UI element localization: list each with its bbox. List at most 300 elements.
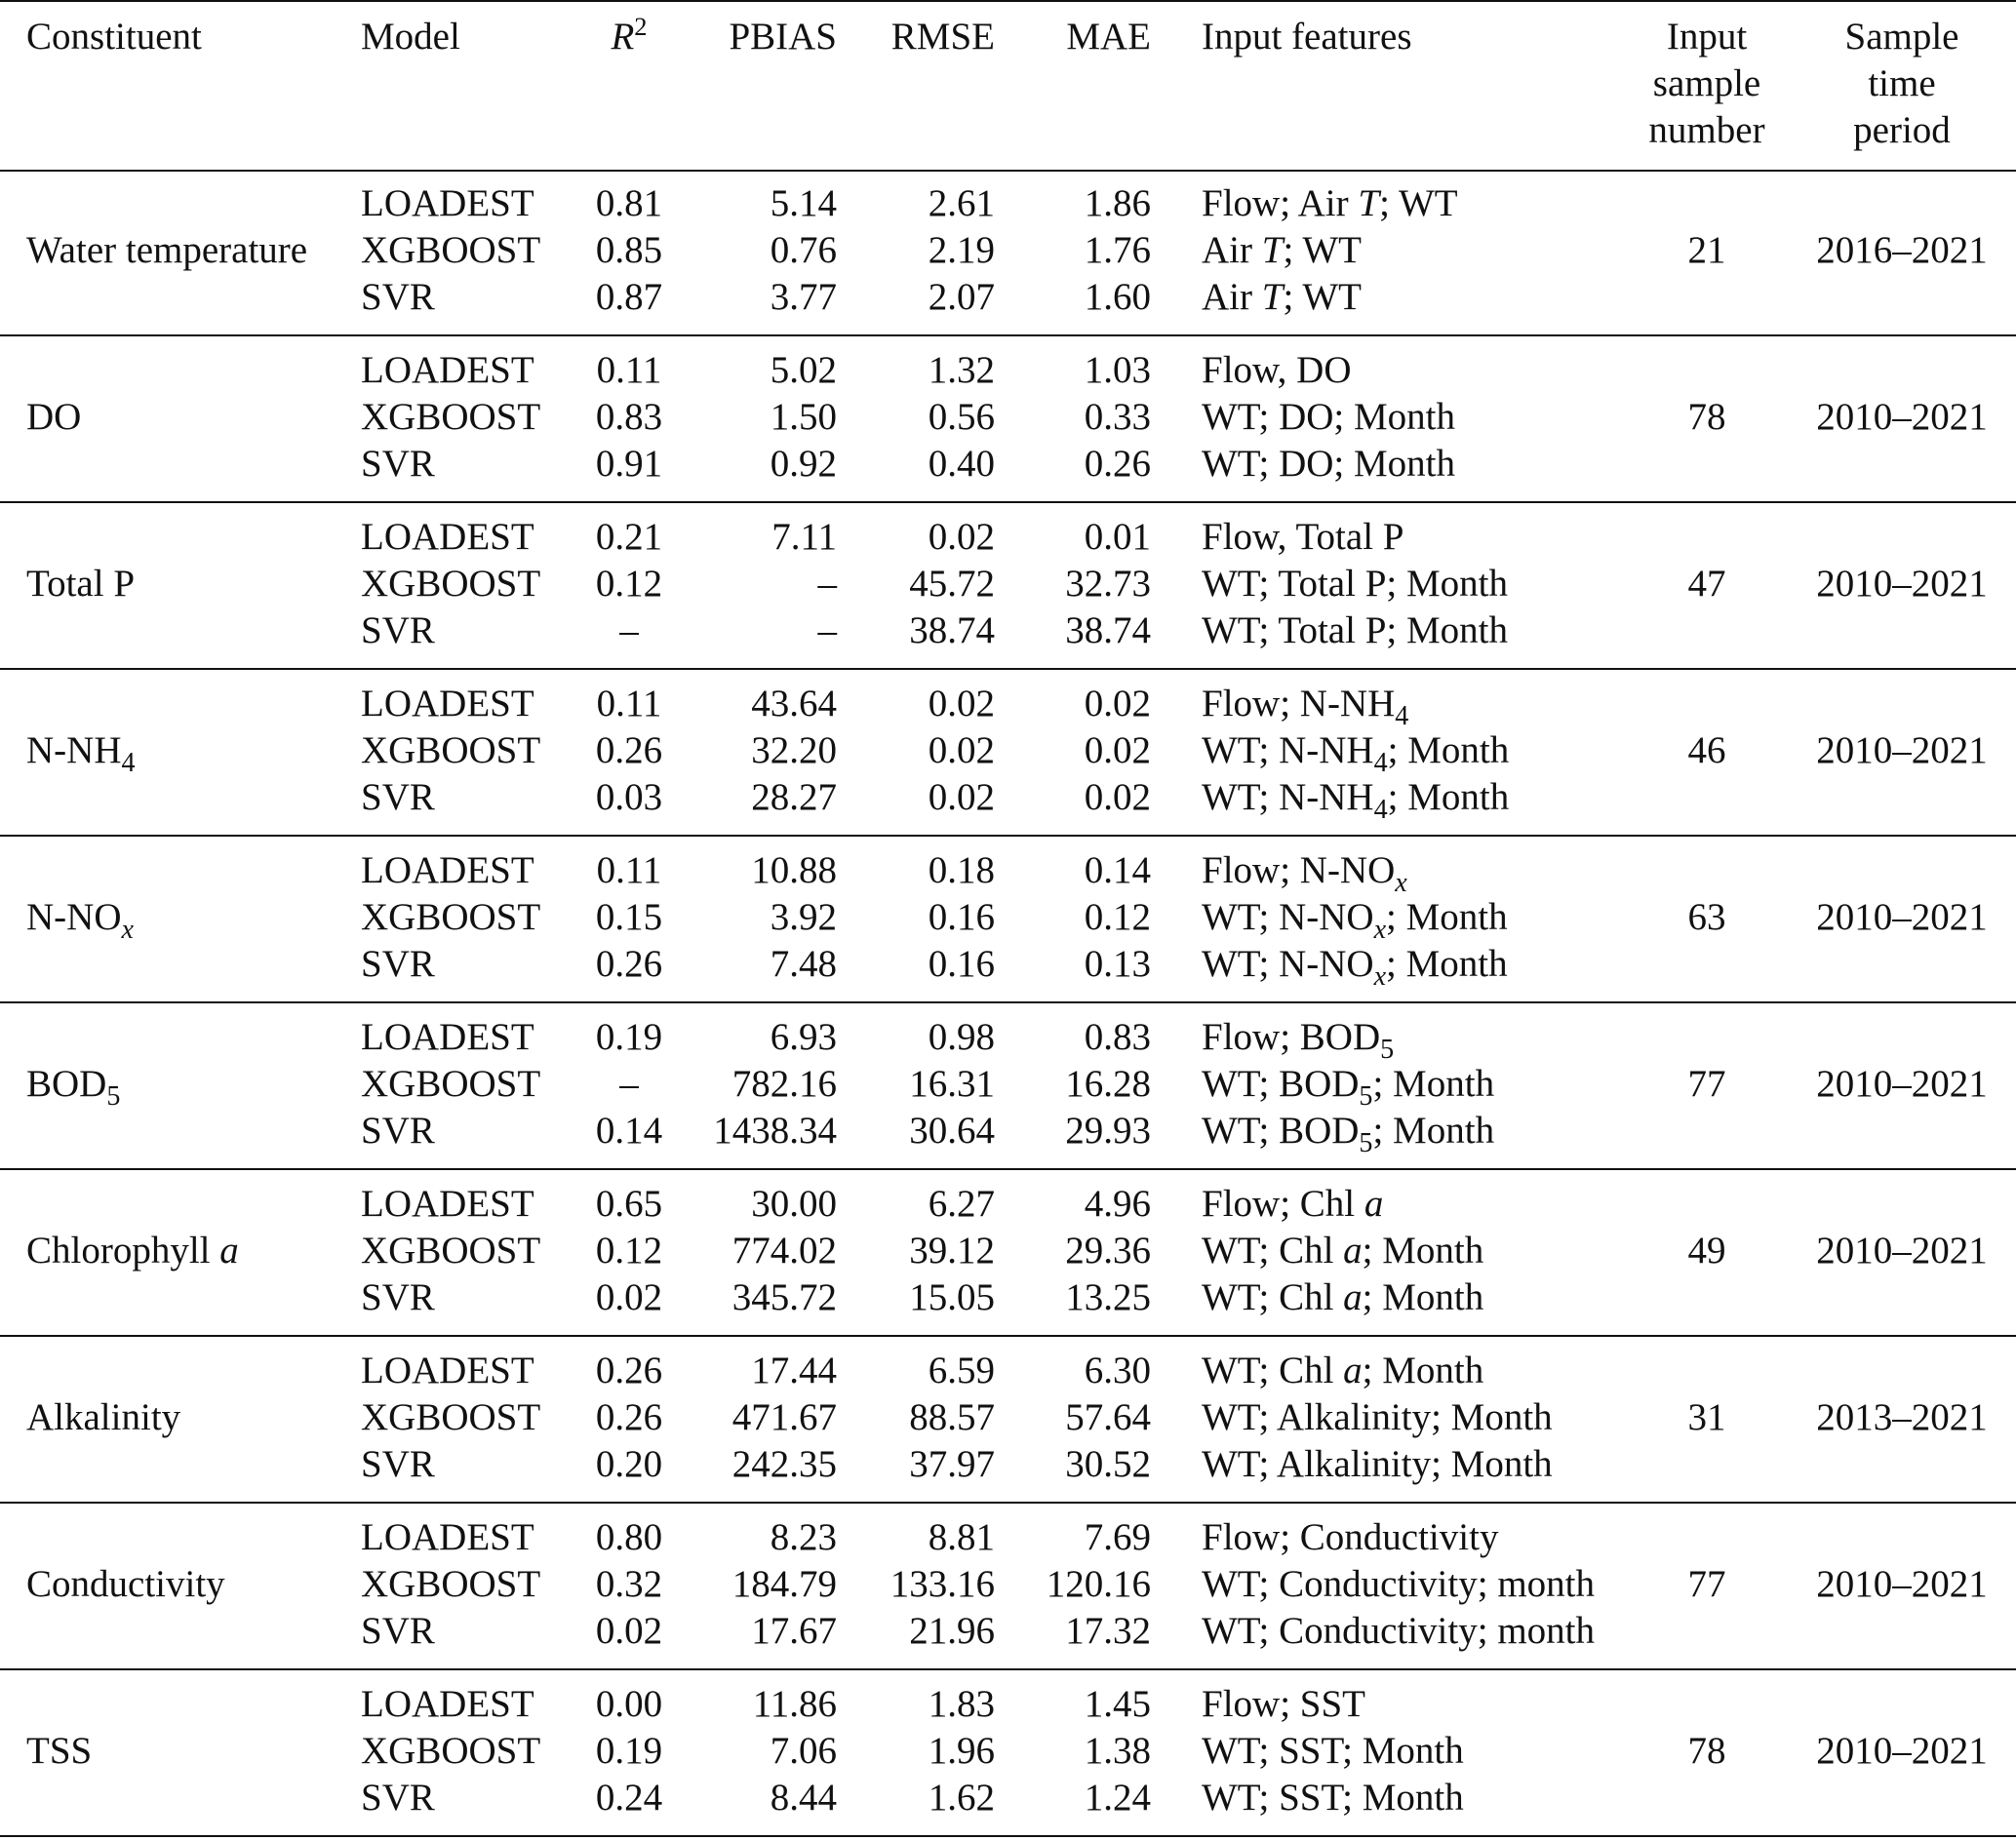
feature-subscript: 4 — [1373, 794, 1388, 825]
pbias-value: 8.44 — [770, 1777, 837, 1819]
mae-value: 57.64 — [1065, 1396, 1151, 1438]
r2-value: 0.12 — [595, 1230, 663, 1272]
model-name: XGBOOST — [361, 896, 541, 938]
input-features — [1202, 1108, 1495, 1158]
sample-time-period: 2013–2021 — [1816, 1396, 1988, 1438]
rmse-value: 15.05 — [909, 1276, 995, 1318]
feature-subscript: 4 — [1373, 747, 1388, 778]
input-sample-number: 77 — [1687, 1063, 1726, 1105]
pbias-value: 471.67 — [731, 1396, 837, 1438]
feature-text: ; Month — [1386, 943, 1508, 985]
feature-text: Flow; Air — [1202, 182, 1359, 224]
model-name: XGBOOST — [361, 729, 541, 771]
pbias-value: 345.72 — [731, 1276, 837, 1318]
model-name: LOADEST — [361, 516, 534, 558]
pbias-value: 3.77 — [770, 276, 837, 318]
mae-value: 29.93 — [1065, 1110, 1151, 1152]
rmse-value: 0.98 — [928, 1016, 995, 1058]
header-constituent: Constituent — [26, 16, 202, 58]
group-divider-rule — [0, 334, 2016, 336]
pbias-value: 1.50 — [770, 396, 837, 438]
model-name: LOADEST — [361, 849, 534, 891]
group-divider-rule — [0, 1835, 2016, 1837]
model-name: XGBOOST — [361, 1563, 541, 1605]
sample-time-period: 2010–2021 — [1816, 1230, 1988, 1272]
rmse-value: 0.40 — [928, 443, 995, 485]
model-name: LOADEST — [361, 1516, 534, 1558]
constituent-name — [26, 894, 134, 945]
input-features — [1202, 1061, 1495, 1112]
input-features — [1202, 1228, 1483, 1274]
constituent-subscript: 4 — [121, 747, 136, 778]
sample-time-period: 2010–2021 — [1816, 396, 1988, 438]
pbias-value: 184.79 — [731, 1563, 837, 1605]
feature-text: WT; DO; Month — [1202, 443, 1455, 485]
feature-italic-symbol: a — [1343, 1276, 1363, 1318]
input-features — [1202, 1681, 1365, 1728]
model-name: SVR — [361, 1443, 435, 1485]
input-features — [1202, 394, 1455, 441]
mae-value: 0.83 — [1084, 1016, 1151, 1058]
input-features — [1202, 847, 1407, 898]
pbias-value: 28.27 — [751, 776, 837, 818]
model-name: SVR — [361, 1110, 435, 1152]
input-features — [1202, 441, 1455, 488]
constituent-text: Conductivity — [26, 1563, 225, 1605]
feature-text: WT; SST; Month — [1202, 1777, 1464, 1819]
feature-text: WT; N-NO — [1202, 943, 1374, 985]
input-features — [1202, 1441, 1553, 1488]
input-features — [1202, 180, 1458, 227]
input-features — [1202, 941, 1508, 992]
pbias-value: 7.11 — [771, 516, 837, 558]
input-features — [1202, 1274, 1483, 1321]
input-sample-number: 21 — [1687, 229, 1726, 271]
feature-text: ; Month — [1362, 1276, 1484, 1318]
mae-value: 16.28 — [1065, 1063, 1151, 1105]
r2-value: 0.32 — [595, 1563, 663, 1605]
constituent-text: N-NH — [26, 729, 122, 771]
pbias-value: 11.86 — [752, 1683, 837, 1725]
r2-value: 0.19 — [595, 1730, 663, 1772]
rmse-value: 88.57 — [909, 1396, 995, 1438]
header-input-features: Input features — [1202, 16, 1412, 58]
model-name: SVR — [361, 276, 435, 318]
mae-value: 38.74 — [1065, 609, 1151, 651]
rmse-value: 2.61 — [928, 182, 995, 224]
feature-text: WT; N-NH — [1202, 729, 1374, 771]
input-sample-number: 46 — [1687, 729, 1726, 771]
rmse-value: 1.96 — [928, 1730, 995, 1772]
mae-value: 29.36 — [1065, 1230, 1151, 1272]
mae-value: 0.12 — [1084, 896, 1151, 938]
rmse-value: 45.72 — [909, 563, 995, 605]
rmse-value: 39.12 — [909, 1230, 995, 1272]
pbias-value: 0.92 — [770, 443, 837, 485]
rmse-value: 6.27 — [928, 1183, 995, 1225]
mae-value: 1.45 — [1084, 1683, 1151, 1725]
group-divider-rule — [0, 835, 2016, 837]
mae-value: 17.32 — [1065, 1610, 1151, 1652]
r2-value: 0.26 — [595, 943, 663, 985]
r2-value: 0.83 — [595, 396, 663, 438]
header-model: Model — [361, 16, 460, 58]
constituent-subscript: x — [121, 914, 134, 945]
input-sample-number: 63 — [1687, 896, 1726, 938]
pbias-value: 32.20 — [751, 729, 837, 771]
r2-value: 0.81 — [595, 182, 663, 224]
feature-text: WT; DO; Month — [1202, 396, 1455, 438]
model-name: SVR — [361, 1610, 435, 1652]
input-features — [1202, 1775, 1464, 1821]
feature-text: ; WT — [1283, 229, 1362, 271]
pbias-value: 43.64 — [751, 683, 837, 724]
input-features — [1202, 1394, 1553, 1441]
feature-text: Flow; N-NH — [1202, 683, 1396, 724]
constituent-name — [26, 1561, 225, 1608]
r2-value: 0.87 — [595, 276, 663, 318]
input-features — [1202, 1181, 1383, 1228]
r2-value: 0.11 — [596, 849, 662, 891]
sample-time-period: 2010–2021 — [1816, 563, 1988, 605]
input-features — [1202, 1608, 1595, 1655]
feature-text: Flow; Conductivity — [1202, 1516, 1499, 1558]
constituent-text: DO — [26, 396, 82, 438]
input-features — [1202, 514, 1403, 561]
constituent-text: Total P — [26, 563, 136, 605]
feature-text: WT; BOD — [1202, 1110, 1360, 1152]
pbias-value: 5.14 — [770, 182, 837, 224]
constituent-text: Alkalinity — [26, 1396, 181, 1438]
feature-text: ; Month — [1386, 896, 1508, 938]
constituent-name — [26, 561, 135, 607]
r2-value: 0.80 — [595, 1516, 663, 1558]
rmse-value: 0.16 — [928, 896, 995, 938]
feature-text: WT; SST; Month — [1202, 1730, 1464, 1772]
model-name: LOADEST — [361, 182, 534, 224]
pbias-value: 7.06 — [770, 1730, 837, 1772]
feature-subscript: 5 — [1359, 1127, 1373, 1158]
constituent-text: Chlorophyll — [26, 1230, 220, 1272]
model-name: XGBOOST — [361, 1230, 541, 1272]
rmse-value: 16.31 — [909, 1063, 995, 1105]
feature-text: ; Month — [1362, 1230, 1484, 1272]
rmse-value: 1.62 — [928, 1777, 995, 1819]
r2-value: 0.02 — [595, 1276, 663, 1318]
input-features — [1202, 774, 1510, 825]
mae-value: 1.24 — [1084, 1777, 1151, 1819]
r2-value: 0.11 — [596, 683, 662, 724]
feature-text: Flow; SST — [1202, 1683, 1365, 1725]
feature-text: Flow, Total P — [1202, 516, 1404, 558]
r-exponent: 2 — [634, 12, 648, 41]
model-name: XGBOOST — [361, 396, 541, 438]
feature-text: WT; Chl — [1202, 1230, 1344, 1272]
input-sample-number: 78 — [1687, 1730, 1726, 1772]
feature-text: WT; BOD — [1202, 1063, 1360, 1105]
rmse-value: 30.64 — [909, 1110, 995, 1152]
rmse-value: 133.16 — [889, 1563, 995, 1605]
feature-text: ; WT — [1283, 276, 1362, 318]
r2-value: 0.24 — [595, 1777, 663, 1819]
r2-value: 0.03 — [595, 776, 663, 818]
constituent-text: N-NO — [26, 896, 122, 938]
rmse-value: 0.16 — [928, 943, 995, 985]
r2-value: 0.11 — [596, 349, 662, 391]
feature-text: ; Month — [1387, 776, 1510, 818]
sample-time-period: 2010–2021 — [1816, 729, 1988, 771]
input-features — [1202, 681, 1409, 731]
mae-value: 0.01 — [1084, 516, 1151, 558]
model-name: LOADEST — [361, 683, 534, 724]
mae-value: 32.73 — [1065, 563, 1151, 605]
model-name: SVR — [361, 943, 435, 985]
mae-value: 4.96 — [1084, 1183, 1151, 1225]
r2-value: 0.12 — [595, 563, 663, 605]
constituent-text: TSS — [26, 1730, 93, 1772]
group-divider-rule — [0, 1668, 2016, 1670]
constituent-name — [26, 227, 307, 274]
model-name: XGBOOST — [361, 1396, 541, 1438]
feature-text: WT; Alkalinity; Month — [1202, 1443, 1553, 1485]
pbias-value: – — [817, 609, 837, 651]
input-features — [1202, 607, 1508, 654]
group-divider-rule — [0, 1335, 2016, 1337]
mae-value: 7.69 — [1084, 1516, 1151, 1558]
rmse-value: 0.02 — [928, 683, 995, 724]
feature-italic-symbol: T — [1261, 276, 1284, 318]
rmse-value: 8.81 — [928, 1516, 995, 1558]
r2-value: 0.26 — [595, 1396, 663, 1438]
constituent-text: Water temperature — [26, 229, 308, 271]
model-name: SVR — [361, 443, 435, 485]
constituent-subscript: 5 — [106, 1080, 121, 1112]
model-name: SVR — [361, 776, 435, 818]
pbias-value: 17.44 — [751, 1350, 837, 1391]
feature-subscript: 5 — [1359, 1080, 1373, 1112]
feature-text: WT; Chl — [1202, 1350, 1344, 1391]
feature-italic-symbol: a — [1343, 1350, 1363, 1391]
feature-text: WT; N-NH — [1202, 776, 1374, 818]
r2-value: 0.26 — [595, 729, 663, 771]
input-features — [1202, 347, 1352, 394]
r-symbol: R — [611, 16, 635, 58]
feature-text: Flow; Chl — [1202, 1183, 1364, 1225]
input-sample-number: 47 — [1687, 563, 1726, 605]
header-sample-time-period: Sample time period — [1844, 16, 1959, 151]
model-name: XGBOOST — [361, 563, 541, 605]
feature-text: Air — [1202, 229, 1262, 271]
mae-value: 0.02 — [1084, 776, 1151, 818]
mae-value: 0.26 — [1084, 443, 1151, 485]
sample-time-period: 2016–2021 — [1816, 229, 1988, 271]
input-sample-number: 78 — [1687, 396, 1726, 438]
feature-subscript: x — [1395, 867, 1407, 898]
pbias-value: 3.92 — [770, 896, 837, 938]
rmse-value: 0.02 — [928, 776, 995, 818]
feature-text: Flow; N-NO — [1202, 849, 1396, 891]
feature-text: Flow, DO — [1202, 349, 1352, 391]
rmse-value: 1.32 — [928, 349, 995, 391]
constituent-name — [26, 1394, 180, 1441]
r2-value: 0.91 — [595, 443, 663, 485]
input-sample-number: 77 — [1687, 1563, 1726, 1605]
rmse-value: 6.59 — [928, 1350, 995, 1391]
feature-subscript: 4 — [1395, 700, 1409, 731]
header-rmse: RMSE — [890, 16, 995, 58]
model-name: XGBOOST — [361, 1063, 541, 1105]
feature-text: ; Month — [1387, 729, 1510, 771]
table-top-rule — [0, 0, 2016, 2]
feature-text: WT; N-NO — [1202, 896, 1374, 938]
feature-italic-symbol: T — [1358, 182, 1380, 224]
model-name: LOADEST — [361, 1183, 534, 1225]
mae-value: 30.52 — [1065, 1443, 1151, 1485]
feature-italic-symbol: a — [1343, 1230, 1363, 1272]
mae-value: 1.03 — [1084, 349, 1151, 391]
mae-value: 1.76 — [1084, 229, 1151, 271]
header-input-sample-number: Input sample number — [1648, 16, 1765, 151]
rmse-value: 1.83 — [928, 1683, 995, 1725]
r2-value: – — [619, 609, 639, 651]
input-features — [1202, 1348, 1483, 1394]
r2-value: 0.65 — [595, 1183, 663, 1225]
constituent-name — [26, 1061, 121, 1112]
header-pbias: PBIAS — [729, 16, 837, 58]
pbias-value: 30.00 — [751, 1183, 837, 1225]
feature-text: WT; Total P; Month — [1202, 609, 1508, 651]
r2-value: 0.14 — [595, 1110, 663, 1152]
r2-value: 0.85 — [595, 229, 663, 271]
input-features — [1202, 1561, 1595, 1608]
rmse-value: 37.97 — [909, 1443, 995, 1485]
feature-text: Flow; BOD — [1202, 1016, 1381, 1058]
r2-value: 0.00 — [595, 1683, 663, 1725]
input-features — [1202, 1728, 1464, 1775]
pbias-value: 17.67 — [751, 1610, 837, 1652]
mae-value: 1.86 — [1084, 182, 1151, 224]
feature-italic-symbol: T — [1261, 229, 1284, 271]
mae-value: 1.38 — [1084, 1730, 1151, 1772]
constituent-name — [26, 1728, 92, 1775]
input-features — [1202, 894, 1508, 945]
model-name: XGBOOST — [361, 229, 541, 271]
pbias-value: 8.23 — [770, 1516, 837, 1558]
constituent-text: BOD — [26, 1063, 107, 1105]
r2-value: 0.26 — [595, 1350, 663, 1391]
pbias-value: 0.76 — [770, 229, 837, 271]
constituent-name — [26, 727, 136, 778]
rmse-value: 2.07 — [928, 276, 995, 318]
input-features — [1202, 1514, 1498, 1561]
r2-value: 0.19 — [595, 1016, 663, 1058]
feature-text: WT; Conductivity; month — [1202, 1610, 1595, 1652]
pbias-value: 5.02 — [770, 349, 837, 391]
group-divider-rule — [0, 501, 2016, 503]
pbias-value: 10.88 — [751, 849, 837, 891]
feature-text: ; Month — [1362, 1350, 1484, 1391]
r2-value: 0.20 — [595, 1443, 663, 1485]
mae-value: 0.02 — [1084, 729, 1151, 771]
header-r-squared — [585, 14, 673, 60]
r2-value: 0.15 — [595, 896, 663, 938]
group-divider-rule — [0, 1001, 2016, 1003]
rmse-value: 0.02 — [928, 516, 995, 558]
model-name: LOADEST — [361, 1016, 534, 1058]
constituent-name — [26, 1228, 239, 1274]
model-name: SVR — [361, 1276, 435, 1318]
feature-subscript: 5 — [1380, 1034, 1395, 1065]
r2-value: – — [619, 1063, 639, 1105]
feature-subscript: x — [1373, 914, 1387, 945]
model-name: SVR — [361, 609, 435, 651]
mae-value: 0.02 — [1084, 683, 1151, 724]
rmse-value: 38.74 — [909, 609, 995, 651]
input-features — [1202, 561, 1508, 607]
mae-value: 0.33 — [1084, 396, 1151, 438]
mae-value: 0.14 — [1084, 849, 1151, 891]
input-sample-number: 31 — [1687, 1396, 1726, 1438]
rmse-value: 21.96 — [909, 1610, 995, 1652]
pbias-value: 774.02 — [731, 1230, 837, 1272]
group-divider-rule — [0, 1168, 2016, 1170]
rmse-value: 0.02 — [928, 729, 995, 771]
sample-time-period: 2010–2021 — [1816, 1730, 1988, 1772]
group-divider-rule — [0, 668, 2016, 670]
constituent-italic: a — [219, 1230, 239, 1272]
pbias-value: 242.35 — [731, 1443, 837, 1485]
sample-time-period: 2010–2021 — [1816, 1563, 1988, 1605]
r2-value: 0.21 — [595, 516, 663, 558]
input-sample-number: 49 — [1687, 1230, 1726, 1272]
mae-value: 120.16 — [1046, 1563, 1151, 1605]
feature-text: ; WT — [1379, 182, 1458, 224]
mae-value: 0.13 — [1084, 943, 1151, 985]
rmse-value: 0.18 — [928, 849, 995, 891]
sample-time-period: 2010–2021 — [1816, 1063, 1988, 1105]
sample-time-period: 2010–2021 — [1816, 896, 1988, 938]
model-name: SVR — [361, 1777, 435, 1819]
input-features — [1202, 227, 1362, 274]
group-divider-rule — [0, 1502, 2016, 1504]
pbias-value: 1438.34 — [713, 1110, 837, 1152]
model-name: XGBOOST — [361, 1730, 541, 1772]
mae-value: 1.60 — [1084, 276, 1151, 318]
r2-value: 0.02 — [595, 1610, 663, 1652]
feature-italic-symbol: a — [1364, 1183, 1384, 1225]
input-features — [1202, 274, 1362, 321]
feature-text: WT; Conductivity; month — [1202, 1563, 1595, 1605]
pbias-value: 782.16 — [731, 1063, 837, 1105]
mae-value: 6.30 — [1084, 1350, 1151, 1391]
header-bottom-rule — [0, 170, 2016, 172]
feature-text: ; Month — [1372, 1110, 1495, 1152]
feature-text: Air — [1202, 276, 1262, 318]
feature-subscript: x — [1373, 960, 1387, 992]
input-features — [1202, 727, 1510, 778]
feature-text: WT; Total P; Month — [1202, 563, 1508, 605]
rmse-value: 0.56 — [928, 396, 995, 438]
input-features — [1202, 1014, 1395, 1065]
feature-text: WT; Alkalinity; Month — [1202, 1396, 1553, 1438]
model-name: LOADEST — [361, 349, 534, 391]
header-mae: MAE — [1066, 16, 1151, 58]
model-name: LOADEST — [361, 1350, 534, 1391]
pbias-value: – — [817, 563, 837, 605]
model-name: LOADEST — [361, 1683, 534, 1725]
constituent-name — [26, 394, 81, 441]
mae-value: 13.25 — [1065, 1276, 1151, 1318]
